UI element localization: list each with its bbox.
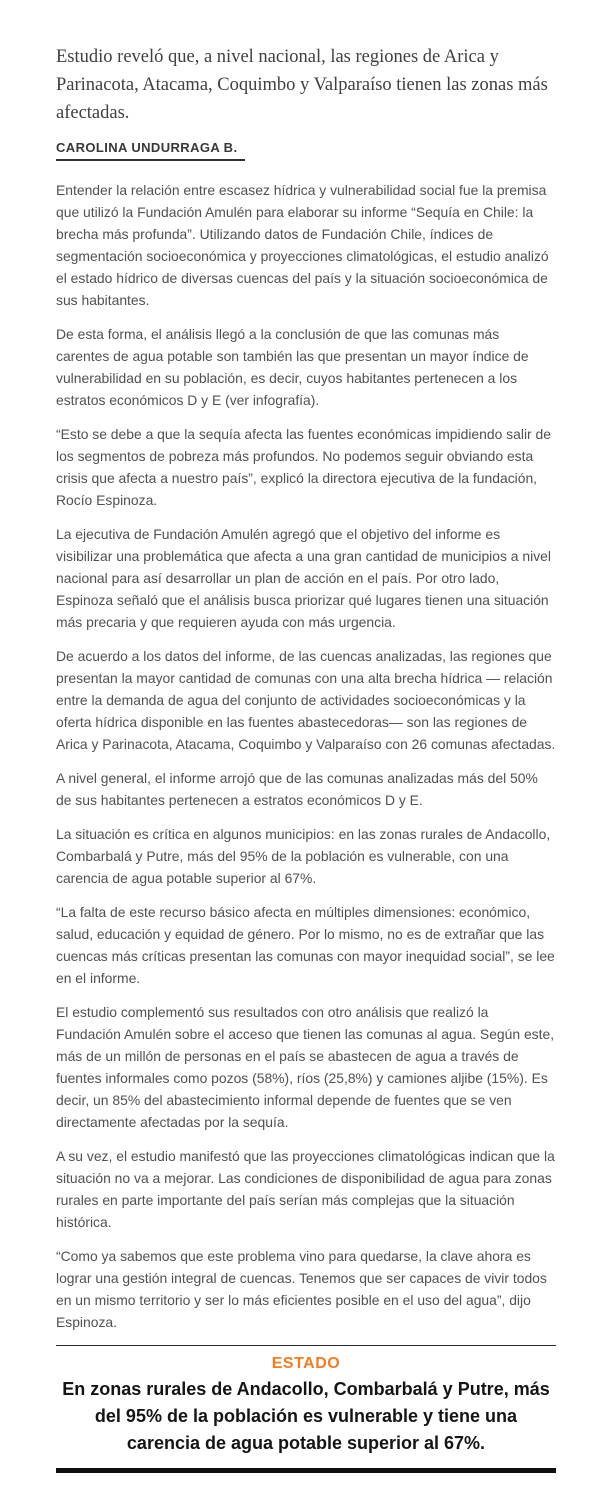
article-paragraph-1: Entender la relación entre escasez hídrica y vulnerabilidad social fue la premisa que utilizó la Fundación Amulén para elaborar su informe “Sequía en Chile: la brecha más profunda”. Utilizando datos de Fundación Chile, índices de segmentación socioeconómica y proyecciones climatológicas, el estudio analizó el estado hídrico de diversas cuencas del país y la situación socioeconómica de sus habitantes. [56, 182, 549, 308]
article-subtitle: Estudio reveló que, a nivel nacional, las regiones de Arica y Parinacota, Atacama, Coquimbo y Valparaíso tienen las zonas más afectadas. [56, 47, 548, 123]
callout-bottom-rule [56, 1468, 556, 1473]
highlight-callout [56, 1345, 556, 1473]
callout-text: En zonas rurales de Andacollo, Combarbalá y Putre, más del 95% de la población es vulnerable y tiene una carencia de agua potable superior al 67%. [62, 1379, 550, 1453]
article-paragraph-2: De esta forma, el análisis llegó a la conclusión de que las comunas más carentes de agua potable son también las que presentan un mayor índice de vulnerabilidad en su población, es decir, cuyos habitantes pertenecen a los estratos económicos D y E (ver infografía). [56, 326, 529, 408]
article-paragraph-11: “Como ya sabemos que este problema vino para quedarse, la clave ahora es lograr una gestión integral de cuencas. Tenemos que ser capaces de vivir todos en un mismo territorio y ser lo más eficientes posible en el uso del agua”, dijo Espinoza. [56, 1248, 547, 1330]
article-paragraph-6: A nivel general, el informe arrojó que de las comunas analizadas más del 50% de sus habitantes pertenecen a estratos económicos D y E. [56, 770, 538, 808]
article-paragraph-7: La situación es crítica en algunos municipios: en las zonas rurales de Andacollo, Combarbalá y Putre, más del 95% de la población es vulnerable, con una carencia de agua potable superior al 67%. [56, 826, 551, 886]
byline-link[interactable]: CAROLINA UNDURRAGA B. [56, 140, 245, 161]
article-paragraph-5: De acuerdo a los datos del informe, de las cuencas analizadas, las regiones que presentan la mayor cantidad de comunas con una alta brecha hídrica — relación entre la demanda de agua del conjunto de actividades socioeconómicas y la oferta hídrica disponible en las fuentes abastecedoras— son las regiones de Arica y Parinacota, Atacama, Coquimbo y Valparaíso con 26 comunas afectadas. [56, 648, 556, 752]
article-body [56, 179, 556, 1333]
article-paragraph-4: La ejecutiva de Fundación Amulén agregó que el objetivo del informe es visibilizar una problemática que afecta a una gran cantidad de municipios a nivel nacional para así desarrollar un plan de acción en el país. Por otro lado, Espinoza señaló que el análisis busca priorizar qué lugares tienen una situación más precaria y que requieren ayuda con más urgencia. [56, 526, 551, 630]
callout-label: ESTADO [271, 1355, 341, 1372]
article-paragraph-10: A su vez, el estudio manifestó que las proyecciones climatológicas indican que la situación no va a mejorar. Las condiciones de disponibilidad de agua para zonas rurales en parte importante del país serían más complejas que la situación histórica. [56, 1148, 555, 1230]
article-paragraph-9: El estudio complementó sus resultados con otro análisis que realizó la Fundación Amulén sobre el acceso que tienen las comunas al agua. Según este, más de un millón de personas en el país se abastecen de agua a través de fuentes informales como pozos (58%), ríos (25,8%) y camiones aljibe (15%). Es decir, un 85% del abastecimiento informal depende de fuentes que se ven directamente afectadas por la sequía. [56, 1004, 555, 1130]
article-paragraph-3: “Esto se debe a que la sequía afecta las fuentes económicas impidiendo salir de los segmentos de pobreza más profundos. No podemos seguir obviando esta crisis que afecta a nuestro país”, explicó la directora ejecutiva de la fundación, Rocío Espinoza. [56, 426, 551, 508]
article-paragraph-8: “La falta de este recurso básico afecta en múltiples dimensiones: económico, salud, educación y equidad de género. Por lo mismo, no es de extrañar que las cuencas más críticas presentan las comunas con mayor inequidad social”, se lee en el informe. [56, 904, 555, 986]
